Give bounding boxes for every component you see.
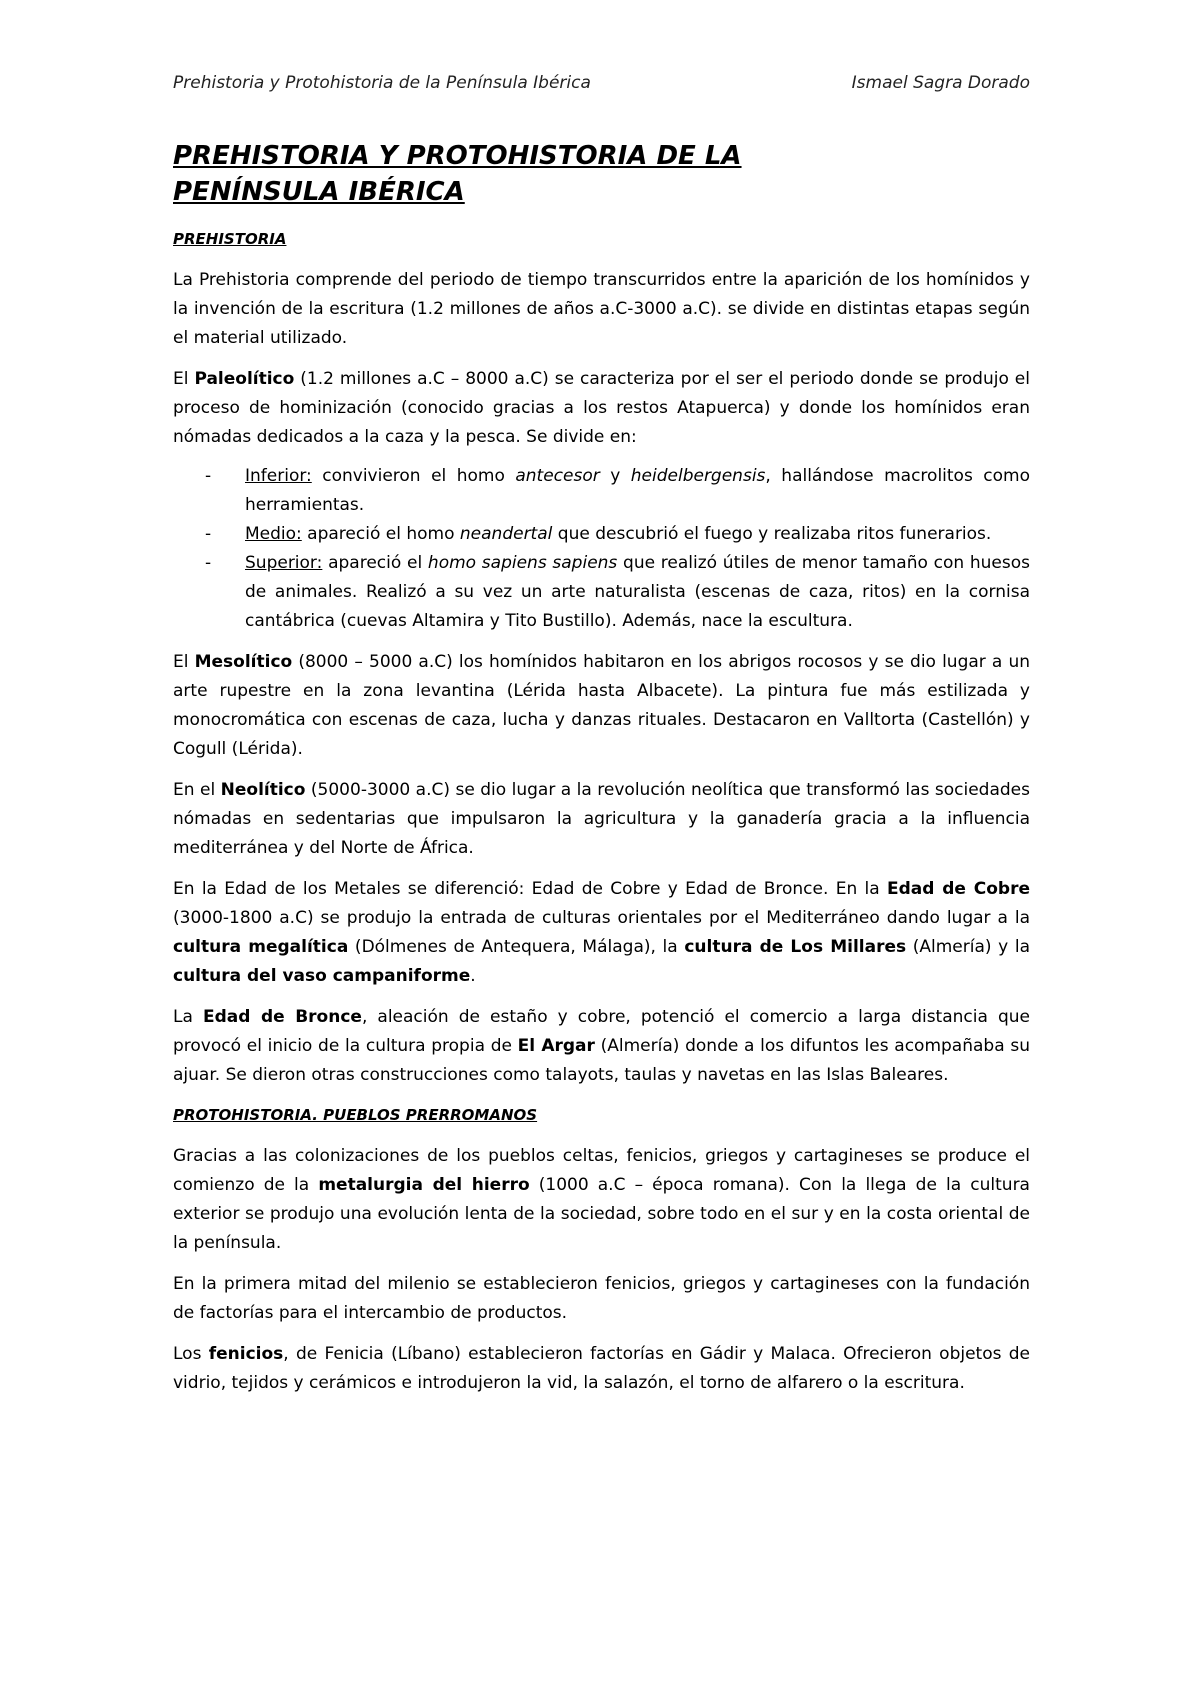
term-neolitico: Neolítico xyxy=(220,780,306,800)
paragraph-intro: La Prehistoria comprende del periodo de tiempo transcurridos entre la aparición de los homínidos y la invención de la escritura (1.2 millones de años a.C-3000 a.C). se divide en distintas etapas según el material utilizado. xyxy=(173,270,1030,348)
paragraph-edad-metales: En la Edad de los Metales se diferenció: Edad de Cobre y Edad de Bronce. En la Edad de Cobre (3000-1800 a.C) se produjo la entrada de culturas orientales por el Mediterráneo dando lugar a la cultura megalítica (Dólmenes de Antequera, Málaga), la cultura de Los Millares (Almería) y la cultura del vaso campaniforme. xyxy=(173,879,1031,986)
label-superior: Superior: xyxy=(245,553,323,573)
section-heading-prehistoria: PREHISTORIA xyxy=(173,230,287,248)
paleolithic-periods-list xyxy=(173,462,1030,636)
term-paleolitico: Paleolítico xyxy=(194,369,295,389)
paragraph-edad-bronce: La Edad de Bronce, aleación de estaño y cobre, potenció el comercio a larga distancia que provocó el inicio de la cultura propia de El Argar (Almería) donde a los difuntos les acompañaba su ajuar. Se dieron otras construcciones como talayots, taulas y navetas en las Islas Baleares. xyxy=(173,1007,1030,1085)
paragraph-paleolitico: El Paleolítico (1.2 millones a.C – 8000 a.C) se caracteriza por el ser el periodo donde se produjo el proceso de hominización (conocido gracias a los restos Atapuerca) y donde los homínidos eran nómadas dedicados a la caza y la pesca. Se divide en: xyxy=(173,369,1030,447)
section-heading-protohistoria: PROTOHISTORIA. PUEBLOS PRERROMANOS xyxy=(173,1106,538,1124)
document-title-line-2: PENÍNSULA IBÉRICA xyxy=(173,177,465,207)
document-title-line-1: PREHISTORIA Y PROTOHISTORIA DE LA xyxy=(173,141,742,171)
header-author: Ismael Sagra Dorado xyxy=(851,73,1030,93)
page-header xyxy=(173,73,1030,93)
header-document-title: Prehistoria y Protohistoria de la Península Ibérica xyxy=(173,73,591,93)
paragraph-primera-mitad-milenio: En la primera mitad del milenio se establecieron fenicios, griegos y cartagineses con la fundación de factorías para el intercambio de productos. xyxy=(173,1274,1030,1323)
document-title xyxy=(173,138,1030,210)
list-item-medio: - Medio: apareció el homo neandertal que descubrió el fuego y realizaba ritos funerarios. xyxy=(205,524,992,544)
list-item-superior: - Superior: apareció el homo sapiens sapiens que realizó útiles de menor tamaño con huesos de animales. Realizó a su vez un arte naturalista (escenas de caza, ritos) en la cornisa cantábrica (cuevas Altamira y Tito Bustillo). Además, nace la escultura. xyxy=(205,553,1030,631)
label-medio: Medio: xyxy=(245,524,302,544)
paragraph-mesolitico: El Mesolítico (8000 – 5000 a.C) los homínidos habitaron en los abrigos rocosos y se dio lugar a un arte rupestre en la zona levantina (Lérida hasta Albacete). La pintura fue más estilizada y monocromática con escenas de caza, lucha y danzas rituales. Destacaron en Valltorta (Castellón) y Cogull (Lérida). xyxy=(173,652,1031,759)
paragraph-neolitico: En el Neolítico (5000-3000 a.C) se dio lugar a la revolución neolítica que transformó las sociedades nómadas en sedentarias que impulsaron la agricultura y la ganadería gracia a la influencia mediterránea y del Norte de África. xyxy=(173,780,1030,858)
paragraph-colonizaciones: Gracias a las colonizaciones de los pueblos celtas, fenicios, griegos y cartagineses se produce el comienzo de la metalurgia del hierro (1000 a.C – época romana). Con la llega de la cultura exterior se produjo una evolución lenta de la sociedad, sobre todo en el sur y en la costa oriental de la península. xyxy=(173,1146,1030,1253)
term-mesolitico: Mesolítico xyxy=(194,652,293,672)
list-item-inferior: - Inferior: convivieron el homo antecesor y heidelbergensis, hallándose macrolitos como herramientas. xyxy=(205,466,1031,515)
paragraph-fenicios: Los fenicios, de Fenicia (Líbano) establecieron factorías en Gádir y Malaca. Ofrecieron objetos de vidrio, tejidos y cerámicos e introdujeron la vid, la salazón, el torno de alfarero o la escritura. xyxy=(173,1344,1030,1393)
document-body xyxy=(173,138,1030,1398)
label-inferior: Inferior: xyxy=(245,466,312,486)
